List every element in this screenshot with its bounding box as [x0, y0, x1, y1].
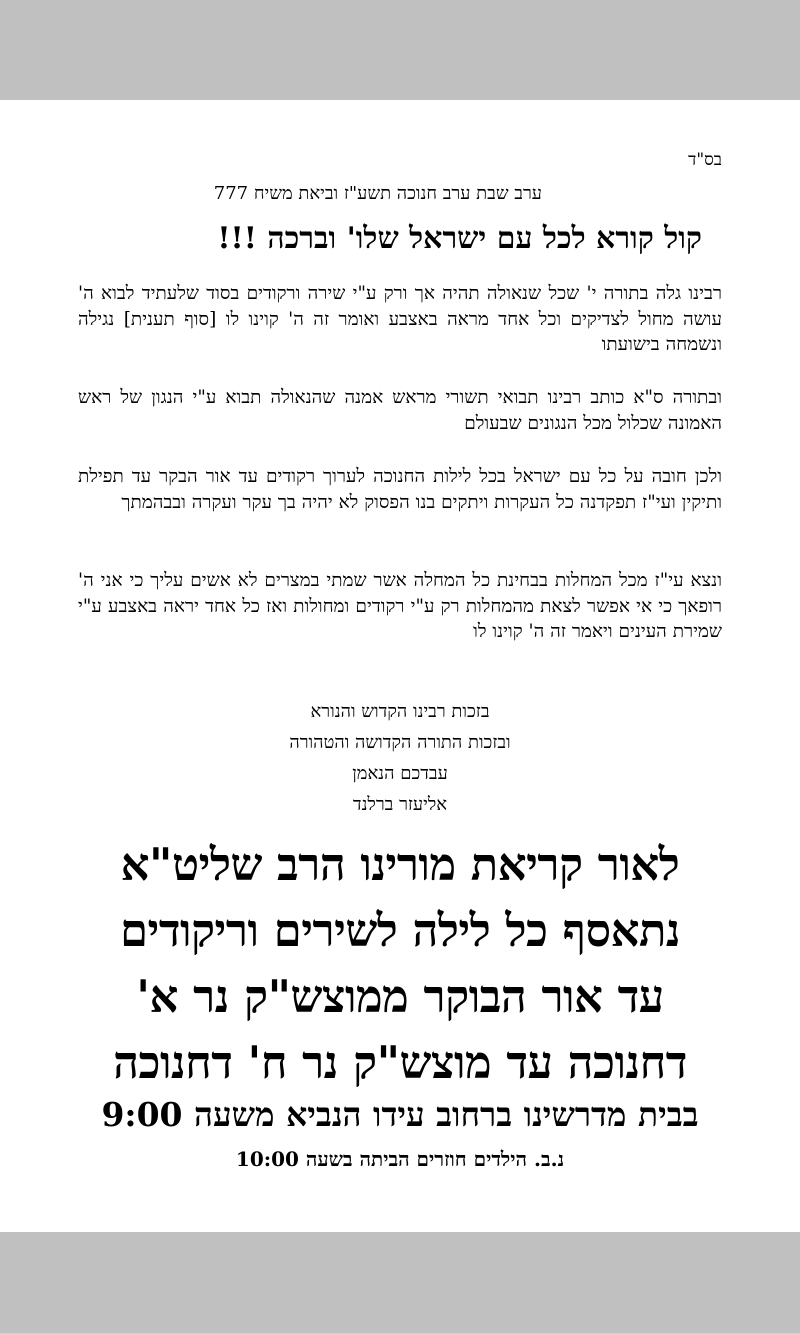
signature-name: אליעזר ברלנד [352, 794, 448, 815]
paragraph-3: ולכן חובה על כל עם ישראל בכל לילות החנוכה לערוך רקודים עד אור הבקר עד תפילת ותיקין ועי"ז תפקדנה כל העקרות ויתקים בנו הפסוק לא יהיה בך עקר ועקרה ובבהמתך [78, 466, 722, 513]
signature-line-1: בזכות רבינו הקדוש והנורא [310, 701, 490, 722]
paragraph-1: רבינו גלה בתורה י' שכל שנאולה תהיה אך ורק ע"י שירה ורקודים בסוד שלעתיד לבוא ה' עושה מחול לצדיקים וכל אחד מראה באצבע ואומר זה ה' קוינו לו [סוף תענית] נגילה ונשמחה בישועתו [78, 283, 722, 355]
signature-line-2: ובזכות התורה הקדושה והטהורה [289, 732, 511, 753]
announcement-line-4: דחנוכה עד מוצש"ק נר ח' דחנוכה [113, 1036, 687, 1089]
announcement-line-2: נתאסף כל לילה לשירים וריקודים [119, 904, 681, 957]
note-line: נ.ב. הילדים חוזרים הביתה בשעה 10:00 [235, 1147, 565, 1171]
bsd-mark: בס"ד [688, 150, 722, 170]
location-line: בבית מדרשינו ברחוב עידו הנביא משעה 9:00 [101, 1095, 699, 1134]
headline: קול קורא לכל עם ישראל שלו' וברכה !!! [217, 221, 702, 256]
signature-line-3: עבדכם הנאמן [352, 763, 448, 784]
paragraph-2: ובתורה ס"א כותב רבינו תבואי תשורי מראש אמנה שהנאולה תבוא ע"י הנגון של ראש האמונה שכלול מכל הנגונים שבעולם [78, 387, 722, 434]
paragraph-4: ונצא עי"ז מכל המחלות בבחינת כל המחלה אשר שמתי במצרים לא אשים עליך כי אני ה' רופאך כי אי אפשר לצאת מהמחלות רק ע"י רקודים ומחולות ואז כל אחד יראה באצבע ע"י שמירת העינים ויאמר זה ה' קוינו לו [78, 570, 722, 642]
announcement-line-3: עד אור הבוקר ממוצש"ק נר א' [136, 970, 664, 1023]
dateline: ערב שבת ערב חנוכה תשע"ז וביאת משיח 777 [213, 183, 542, 204]
document-page [0, 100, 800, 1232]
announcement-line-1: לאור קריאת מורינו הרב שליט"א [120, 838, 680, 891]
